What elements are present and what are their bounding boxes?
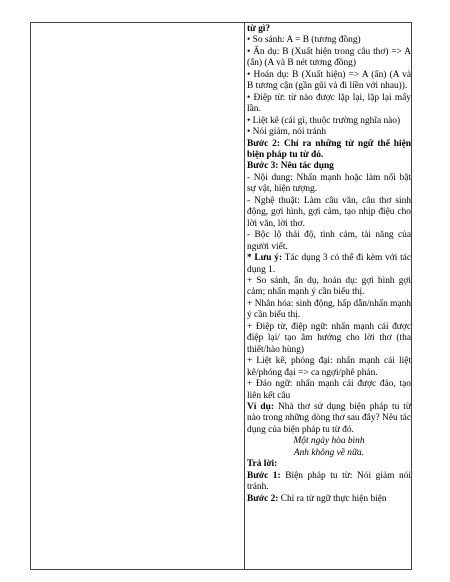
paragraph-text: Chỉ ra từ ngữ thực hiện biện <box>278 493 387 504</box>
paragraph-label: Bước 2: <box>247 493 279 504</box>
bold-heading: Bước 2: Chỉ ra những từ ngữ thể hiện biện pháp tu từ đó. <box>247 138 411 160</box>
paragraph: + Liệt kê, phóng đại: nhấn mạnh cái liệt kê/phóng đại => ca ngợi/phê phán. <box>247 356 411 378</box>
bold-heading: Trả lời: <box>247 459 278 470</box>
paragraph-text: Biện pháp tu từ: Nói giảm nói tránh. <box>247 470 411 493</box>
paragraph: + Đảo ngữ: nhấn mạnh cái được đảo, tạo liên kết câu <box>247 379 411 401</box>
paragraph-text: Nhà thơ sử dụng biện pháp tu từ nào trong những dòng thơ sau đây? Nêu tác dụng của biện pháp tu từ đó. <box>247 401 411 435</box>
paragraph: + Điệp từ, điệp ngữ: nhấn mạnh cái được điệp lại/ tạo âm hưởng cho lời thơ (tha thiết/hào hùng) <box>247 321 411 355</box>
document-table <box>30 22 412 570</box>
paragraph-text: Tác dụng 3 có thể đi kèm với tác dụng 1. <box>247 253 411 275</box>
paragraph-label: Ví dụ: <box>247 401 274 412</box>
paragraph: • So sánh: A = B (tương đồng) <box>247 35 361 46</box>
bold-heading: từ gì? <box>247 24 271 34</box>
poem-line: Một ngày hòa bình <box>293 436 365 447</box>
paragraph: • Liệt kê (cái gì, thuộc trường nghĩa nào) <box>247 115 401 126</box>
column-divider <box>244 23 245 569</box>
poem-line: Anh không về nữa. <box>293 447 365 458</box>
paragraph: - Nội dung: Nhấn mạnh hoặc làm nổi bật sự vật, hiện tượng. <box>247 172 411 195</box>
paragraph: • Hoán dụ: B (Xuất hiện) => A (ẩn) (A và B tương cận (gần gũi và đi liền với nhau)). <box>247 69 411 92</box>
right-column-content <box>247 24 411 505</box>
paragraph: • Ẩn dụ: B (Xuất hiện trong câu thơ) => A (ẩn) (A và B nét tương đồng) <box>247 46 411 69</box>
paragraph-label: * Lưu ý: <box>247 253 283 264</box>
labeled-paragraph <box>247 471 411 494</box>
bold-heading: Bước 3: Nêu tác dụng <box>247 161 334 172</box>
labeled-paragraph <box>247 402 411 436</box>
paragraph-label: Bước 1: <box>247 470 281 481</box>
paragraph: + So sánh, ẩn dụ, hoán dụ: gợi hình gợi cảm; nhấn mạnh ý cần biểu thị. <box>247 275 411 298</box>
paragraph: • Điệp từ: từ nào được lặp lại, lặp lại mấy lần. <box>247 92 411 115</box>
labeled-paragraph <box>247 494 411 505</box>
paragraph: - Nghệ thuật: Làm câu văn, câu thơ sinh động, gợi hình, gợi cảm, tạo nhịp điệu cho lời văn, lời thơ. <box>247 195 411 229</box>
paragraph: • Nói giảm, nói tránh <box>247 127 327 138</box>
labeled-paragraph <box>247 253 411 276</box>
paragraph: + Nhân hóa: sinh động, hấp dẫn/nhấn mạnh ý cần biểu thị. <box>247 298 411 321</box>
paragraph: - Bộc lộ thái độ, tình cảm, tài năng của người viết. <box>247 230 411 252</box>
